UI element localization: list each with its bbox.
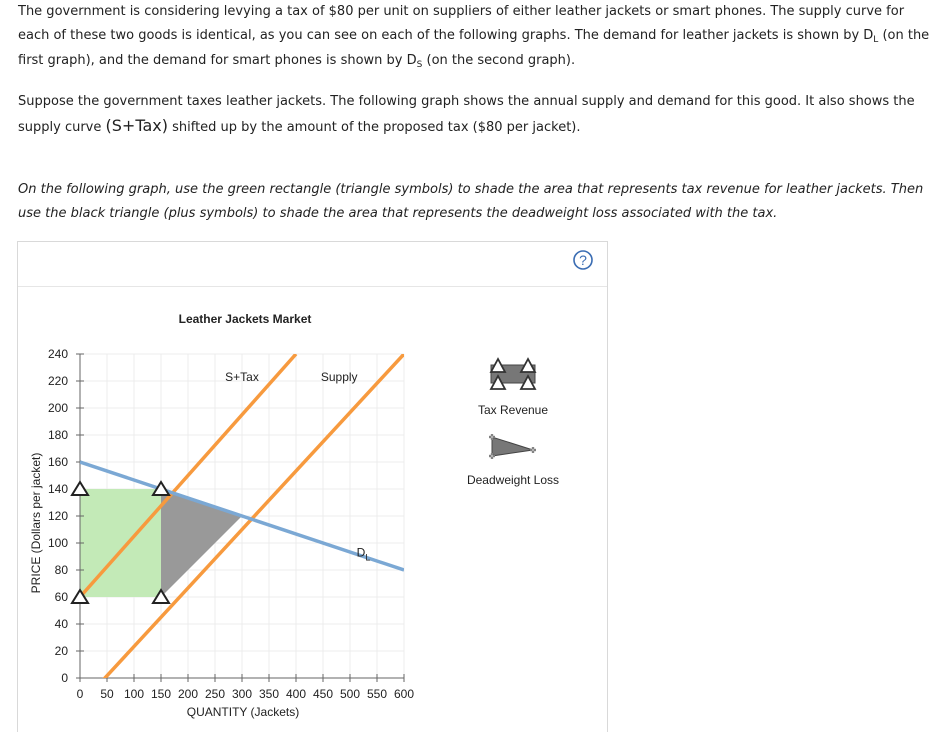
y-tick-label: 60	[54, 590, 68, 604]
legend	[467, 359, 559, 487]
y-tick-label: 20	[54, 644, 68, 658]
curve-label: S+Tax	[225, 370, 259, 384]
curve-label-subscript: L	[365, 552, 371, 563]
y-tick-label: 200	[47, 401, 68, 415]
x-axis-label: QUANTITY (Jackets)	[186, 705, 300, 719]
x-tick-label: 400	[285, 687, 307, 701]
x-tick-label: 550	[366, 687, 388, 701]
y-tick-label: 220	[47, 374, 68, 388]
x-tick-label: 200	[177, 687, 199, 701]
legend-tax-revenue-label: Tax Revenue	[477, 403, 549, 417]
stax-term: (S+Tax)	[105, 116, 168, 135]
x-tick-label: 100	[123, 687, 145, 701]
intro-text: Suppose the government taxes leather jackets. The following graph shows the annual supply and demand for this good. It also shows the supply curve	[18, 94, 915, 135]
intro-text: The government is considering levying a tax of $80 per unit on suppliers of either leather jackets or smart phones. The supply curve for each of these two goods is identical, as you can see on each of the following graphs. The demand for leather jackets is shown by D	[18, 4, 905, 43]
y-tick-label: 0	[61, 671, 68, 685]
y-tick-label: 40	[54, 617, 68, 631]
y-tick-label: 120	[47, 509, 68, 523]
x-tick-label: 350	[258, 687, 280, 701]
deadweight-loss-legend-icon[interactable]	[489, 434, 536, 459]
legend-deadweight-loss-label: Deadweight Loss	[466, 473, 560, 487]
x-tick-label: 250	[204, 687, 226, 701]
intro-text: (on the second graph).	[422, 53, 576, 68]
curve-label: Supply	[320, 370, 358, 384]
curve-label: $D_L$	[356, 545, 371, 563]
demand-subscript: S	[416, 60, 423, 70]
x-tick-label: 600	[393, 687, 415, 701]
x-tick-label: 300	[231, 687, 253, 701]
y-tick-label: 80	[54, 563, 68, 577]
demand-subscript: L	[873, 35, 879, 45]
x-tick-label: 150	[150, 687, 172, 701]
y-tick-label: 100	[47, 536, 68, 550]
x-tick-label: 50	[100, 687, 114, 701]
y-tick-label: 160	[47, 455, 68, 469]
intro-text: (on the first graph), and the demand for smart phones is shown by D	[18, 28, 930, 68]
question-mark-glyph: ?	[579, 252, 587, 268]
y-axis-label: PRICE (Dollars per jacket)	[29, 452, 43, 594]
tax-revenue-legend-icon[interactable]	[491, 359, 535, 389]
y-tick-label: 240	[47, 347, 68, 361]
intro-text: shifted up by the amount of the proposed tax ($80 per jacket).	[167, 120, 581, 135]
chart-title: Leather Jackets Market	[178, 312, 312, 326]
x-tick-label: 500	[339, 687, 361, 701]
x-tick-label: 0	[76, 687, 84, 701]
y-tick-label: 180	[47, 428, 68, 442]
y-tick-label: 140	[47, 482, 68, 496]
x-tick-label: 450	[312, 687, 334, 701]
instructions-paragraph: On the following graph, use the green rectangle (triangle symbols) to shade the area that represents tax revenue for leather jackets. Then use the black triangle (plus symbols) to shade the area that represents the deadweight loss associated with the tax.	[18, 182, 924, 221]
